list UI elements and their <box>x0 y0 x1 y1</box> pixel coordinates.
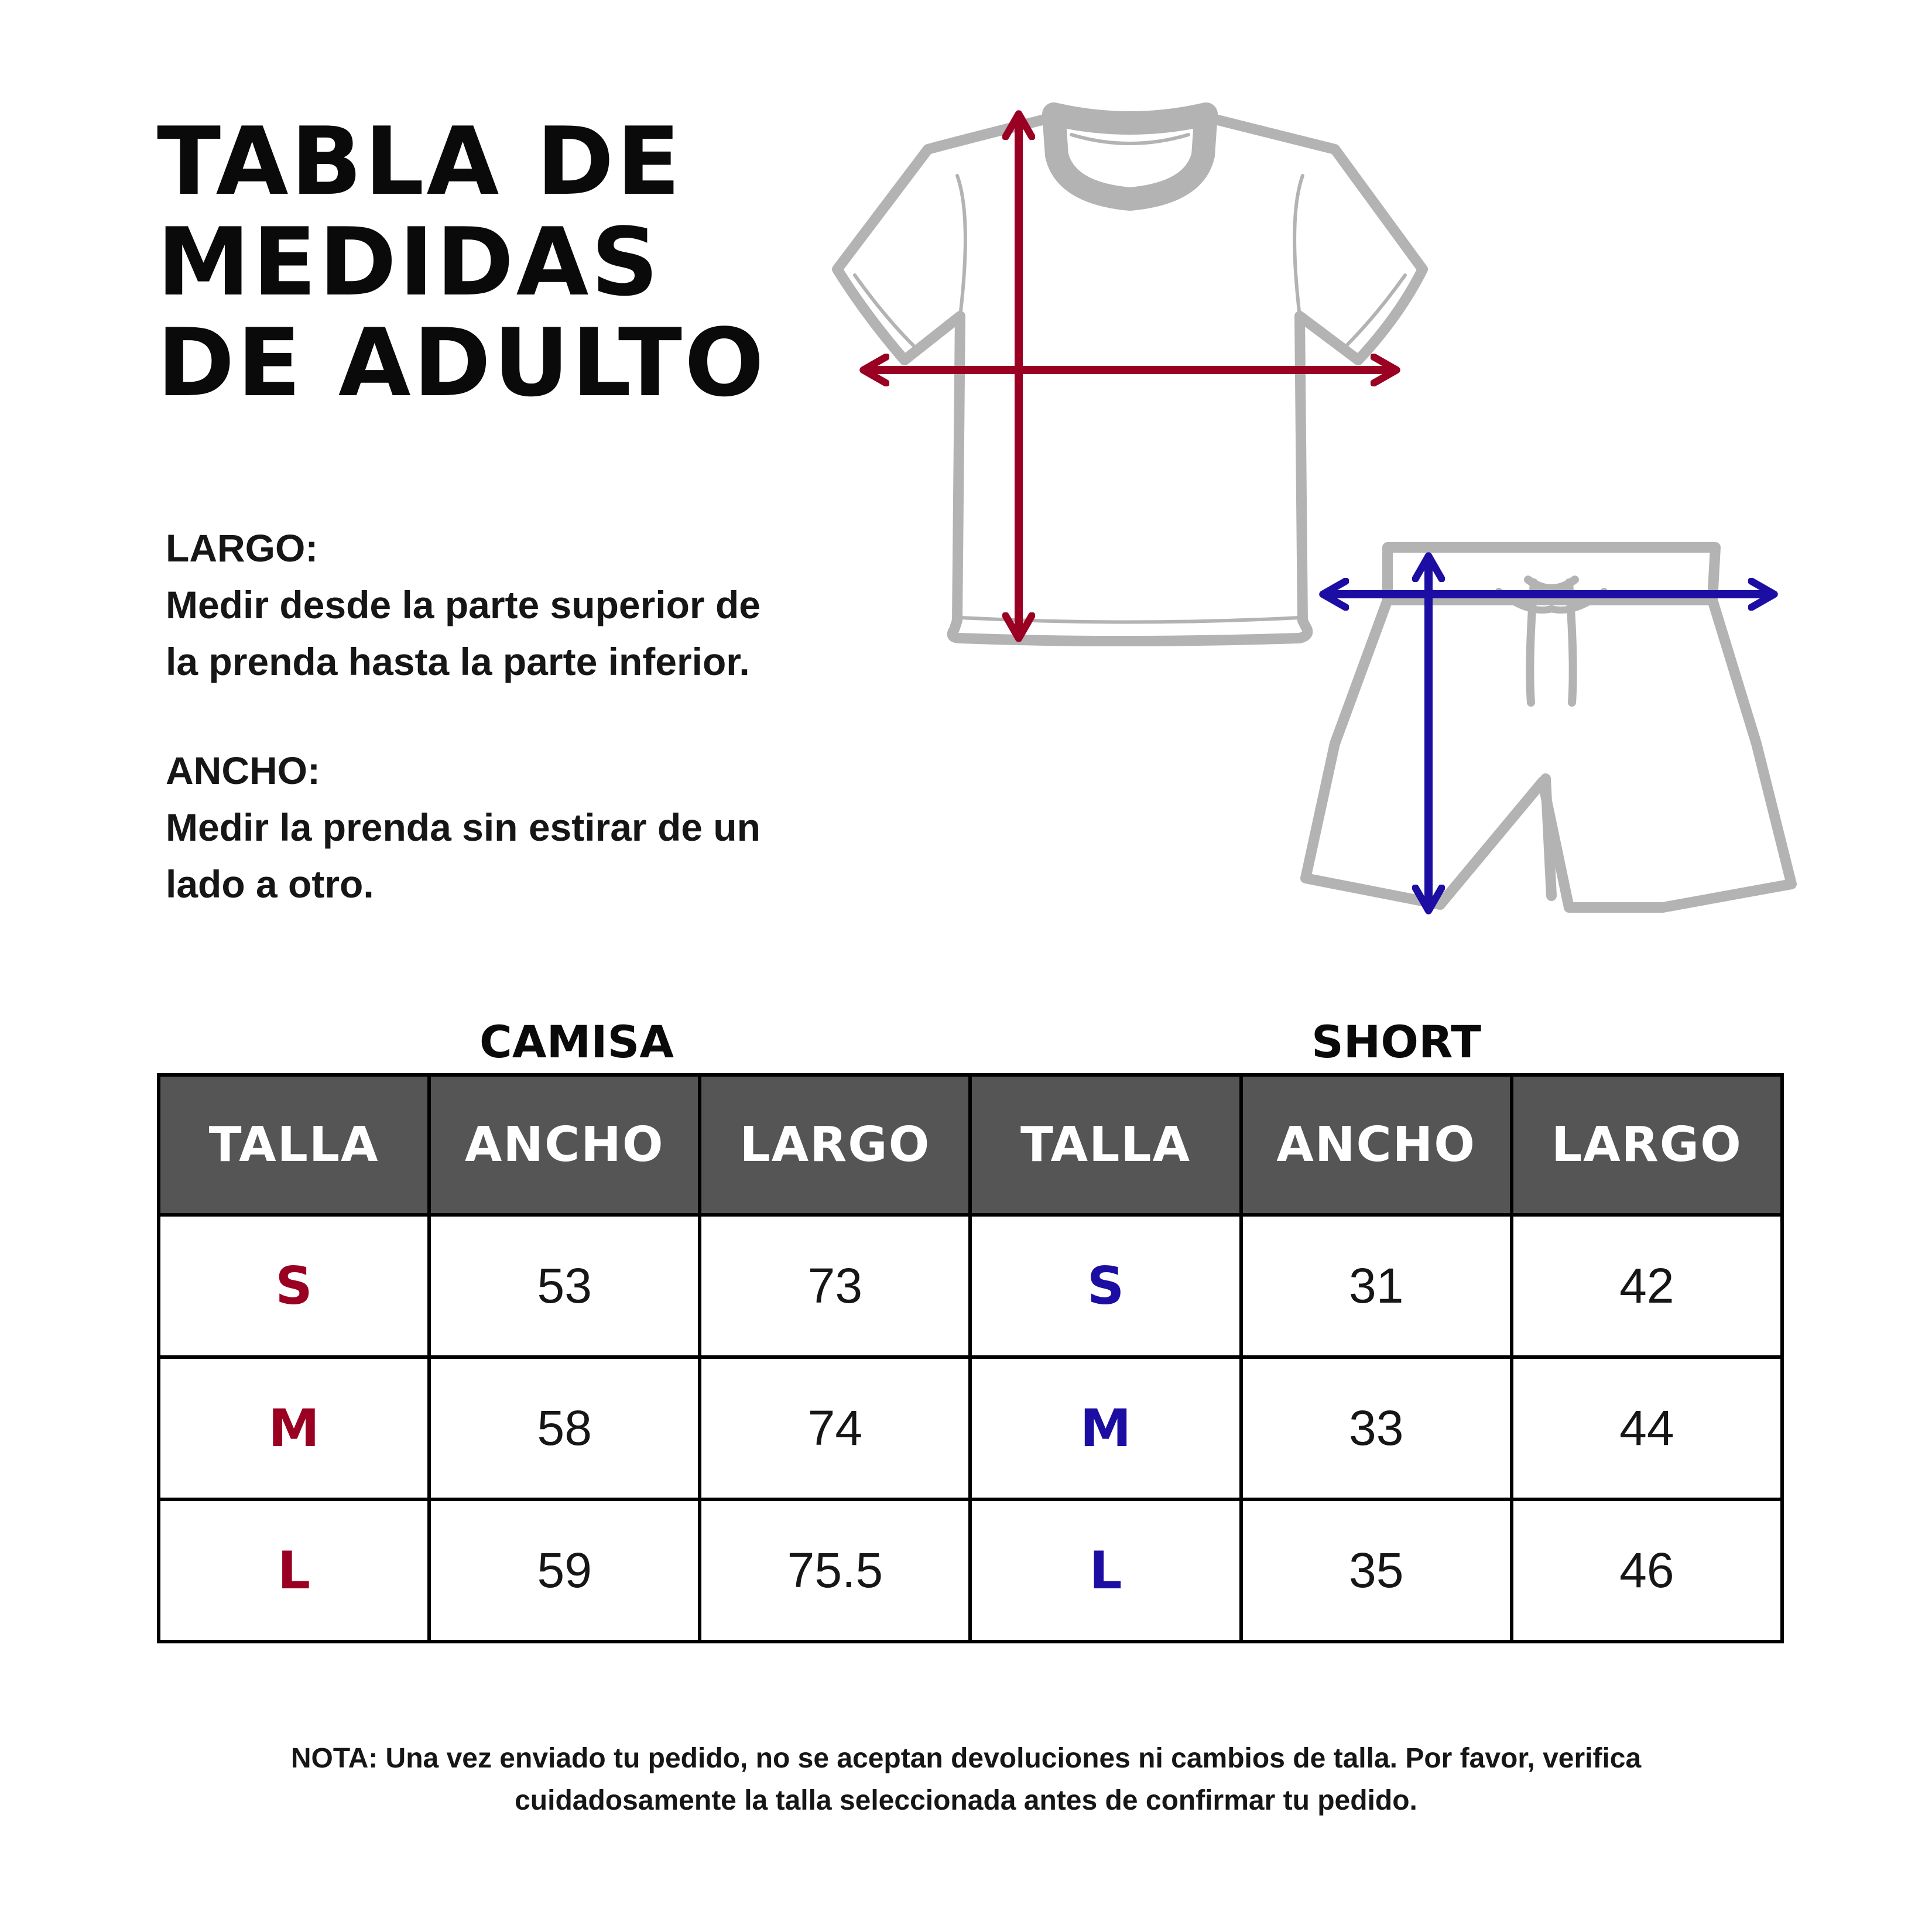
title-line: DE ADULTO <box>157 308 766 417</box>
tshirt-outline-icon <box>837 114 1423 641</box>
return-policy-note <box>146 1738 1786 1822</box>
table-row <box>159 1215 1782 1357</box>
table-header-row <box>159 1075 1782 1215</box>
ancho-text-line: Medir la prenda sin estirar de un <box>166 806 761 849</box>
camisa-talla-cell: M <box>159 1357 429 1499</box>
camisa-talla-cell: L <box>159 1499 429 1642</box>
note-line: NOTA: Una vez enviado tu pedido, no se aceptan devoluciones ni cambios de talla. Por favor, verifica <box>290 1743 1642 1774</box>
note-line: cuidadosamente la talla seleccionada antes de confirmar tu pedido. <box>515 1785 1417 1816</box>
title-line: MEDIDAS <box>157 207 661 317</box>
short-largo-cell: 42 <box>1512 1215 1782 1357</box>
ancho-text-line: lado a otro. <box>166 862 374 906</box>
largo-text-line: Medir desde la parte superior de <box>166 583 761 626</box>
header-talla-camisa: TALLA <box>159 1075 429 1215</box>
camisa-ancho-cell: 53 <box>429 1215 700 1357</box>
header-ancho-camisa: ANCHO <box>429 1075 700 1215</box>
garment-illustrations <box>0 0 1932 937</box>
short-ancho-cell: 31 <box>1241 1215 1512 1357</box>
camisa-label: CAMISA <box>479 1016 674 1068</box>
header-largo-short: LARGO <box>1512 1075 1782 1215</box>
largo-heading: LARGO: <box>166 526 318 570</box>
short-label: SHORT <box>1311 1016 1481 1068</box>
table-row <box>159 1357 1782 1499</box>
camisa-talla-cell: S <box>159 1215 429 1357</box>
short-ancho-cell: 35 <box>1241 1499 1512 1642</box>
short-largo-cell: 44 <box>1512 1357 1782 1499</box>
size-table <box>157 1073 1784 1643</box>
title-line: TABLA DE <box>157 107 683 216</box>
header-largo-camisa: LARGO <box>700 1075 970 1215</box>
header-talla-short: TALLA <box>970 1075 1241 1215</box>
short-talla-cell: M <box>970 1357 1241 1499</box>
camisa-largo-cell: 75.5 <box>700 1499 970 1642</box>
short-talla-cell: S <box>970 1215 1241 1357</box>
camisa-largo-cell: 73 <box>700 1215 970 1357</box>
header-ancho-short: ANCHO <box>1241 1075 1512 1215</box>
table-row <box>159 1499 1782 1642</box>
largo-text-line: la prenda hasta la parte inferior. <box>166 640 750 683</box>
camisa-ancho-cell: 58 <box>429 1357 700 1499</box>
short-largo-cell: 46 <box>1512 1499 1782 1642</box>
short-ancho-cell: 33 <box>1241 1357 1512 1499</box>
camisa-largo-cell: 74 <box>700 1357 970 1499</box>
short-talla-cell: L <box>970 1499 1241 1642</box>
shorts-outline-icon <box>1306 547 1791 907</box>
camisa-ancho-cell: 59 <box>429 1499 700 1642</box>
ancho-heading: ANCHO: <box>166 749 320 792</box>
